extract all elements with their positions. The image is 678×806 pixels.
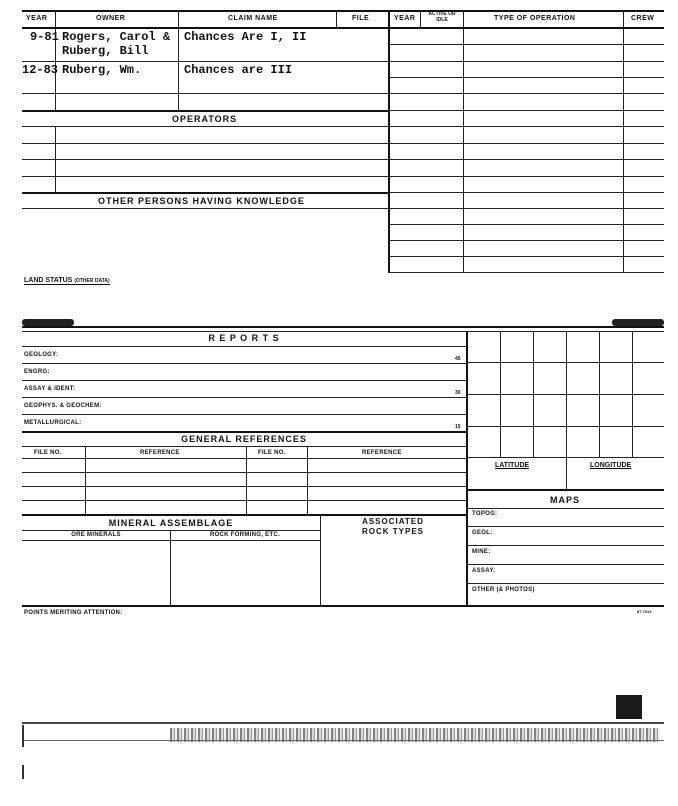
reports-metallurgical: METALLURGICAL: — [24, 420, 82, 426]
land-status-label: LAND STATUS (OTHER DATA) — [24, 277, 110, 284]
reports-assay: ASSAY & IDENT: — [24, 386, 76, 392]
reports-title: R E P O R T S — [208, 333, 280, 343]
maps-title: MAPS — [549, 495, 580, 505]
latitude-label: LATITUDE — [495, 462, 530, 469]
row2-claim: Chances are III — [184, 63, 293, 77]
row1-claim: Chances Are I, II — [184, 30, 307, 44]
row1-owner-line2: Ruberg, Bill — [62, 44, 149, 58]
maps-assay: ASSAY: — [472, 568, 496, 574]
associated-label: ASSOCIATED — [362, 517, 424, 526]
general-references-title: GENERAL REFERENCES — [181, 434, 307, 444]
ore-minerals-label: ORE MINERALS — [71, 532, 121, 538]
header-year: YEAR — [26, 15, 48, 22]
header-active-or-idle: ACTIVE OR IDLE — [428, 11, 456, 23]
row2-year: 12-83 — [22, 63, 59, 77]
reports-engrg: ENGRG: — [24, 369, 50, 375]
reports-geophys: GEOPHYS. & GEOCHEM: — [24, 403, 102, 409]
row1-year: 9-81 — [30, 30, 59, 44]
tab-marker-right — [612, 319, 664, 326]
gr-reference: REFERENCE — [140, 450, 180, 456]
mineral-assemblage-title: MINERAL ASSEMBLAGE — [108, 518, 234, 528]
maps-other: OTHER (& PHOTOS) — [472, 587, 535, 593]
header-claim-name: CLAIM NAME — [228, 15, 278, 22]
longitude-label: LONGITUDE — [590, 462, 632, 469]
other-persons-title: OTHER PERSONS HAVING KNOWLEDGE — [98, 196, 305, 206]
maps-geol: GEOL: — [472, 530, 493, 536]
header-year-2: YEAR — [394, 15, 416, 22]
operators-title: OPERATORS — [172, 114, 238, 124]
header-file: FILE — [352, 15, 370, 22]
reports-assay-num: 30 — [455, 390, 461, 396]
gr-file-no: FILE NO. — [34, 450, 62, 456]
gr-file-no-2: FILE NO. — [258, 450, 286, 456]
reports-geology-num: 45 — [455, 356, 461, 362]
header-owner: OWNER — [96, 15, 126, 22]
maps-topog: TOPOG: — [472, 511, 498, 517]
reports-metallurgical-num: 15 — [455, 424, 461, 430]
reports-geology: GEOLOGY: — [24, 352, 59, 358]
maps-mine: MINE: — [472, 549, 491, 555]
tab-marker-left — [22, 319, 74, 326]
points-meriting-label: POINTS MERITING ATTENTION: — [24, 610, 123, 616]
gr-reference-2: REFERENCE — [362, 450, 402, 456]
header-type-of-operation: TYPE OF OPERATION — [494, 15, 576, 22]
rock-forming-label: ROCK FORMING, ETC. — [209, 532, 281, 538]
header-crew: CREW — [631, 15, 655, 22]
form-number: 87 7013 — [637, 609, 652, 614]
row1-owner: Rogers, Carol & — [62, 30, 171, 44]
rock-types-label: ROCK TYPES — [361, 527, 424, 536]
row2-owner: Ruberg, Wm. — [62, 63, 142, 77]
